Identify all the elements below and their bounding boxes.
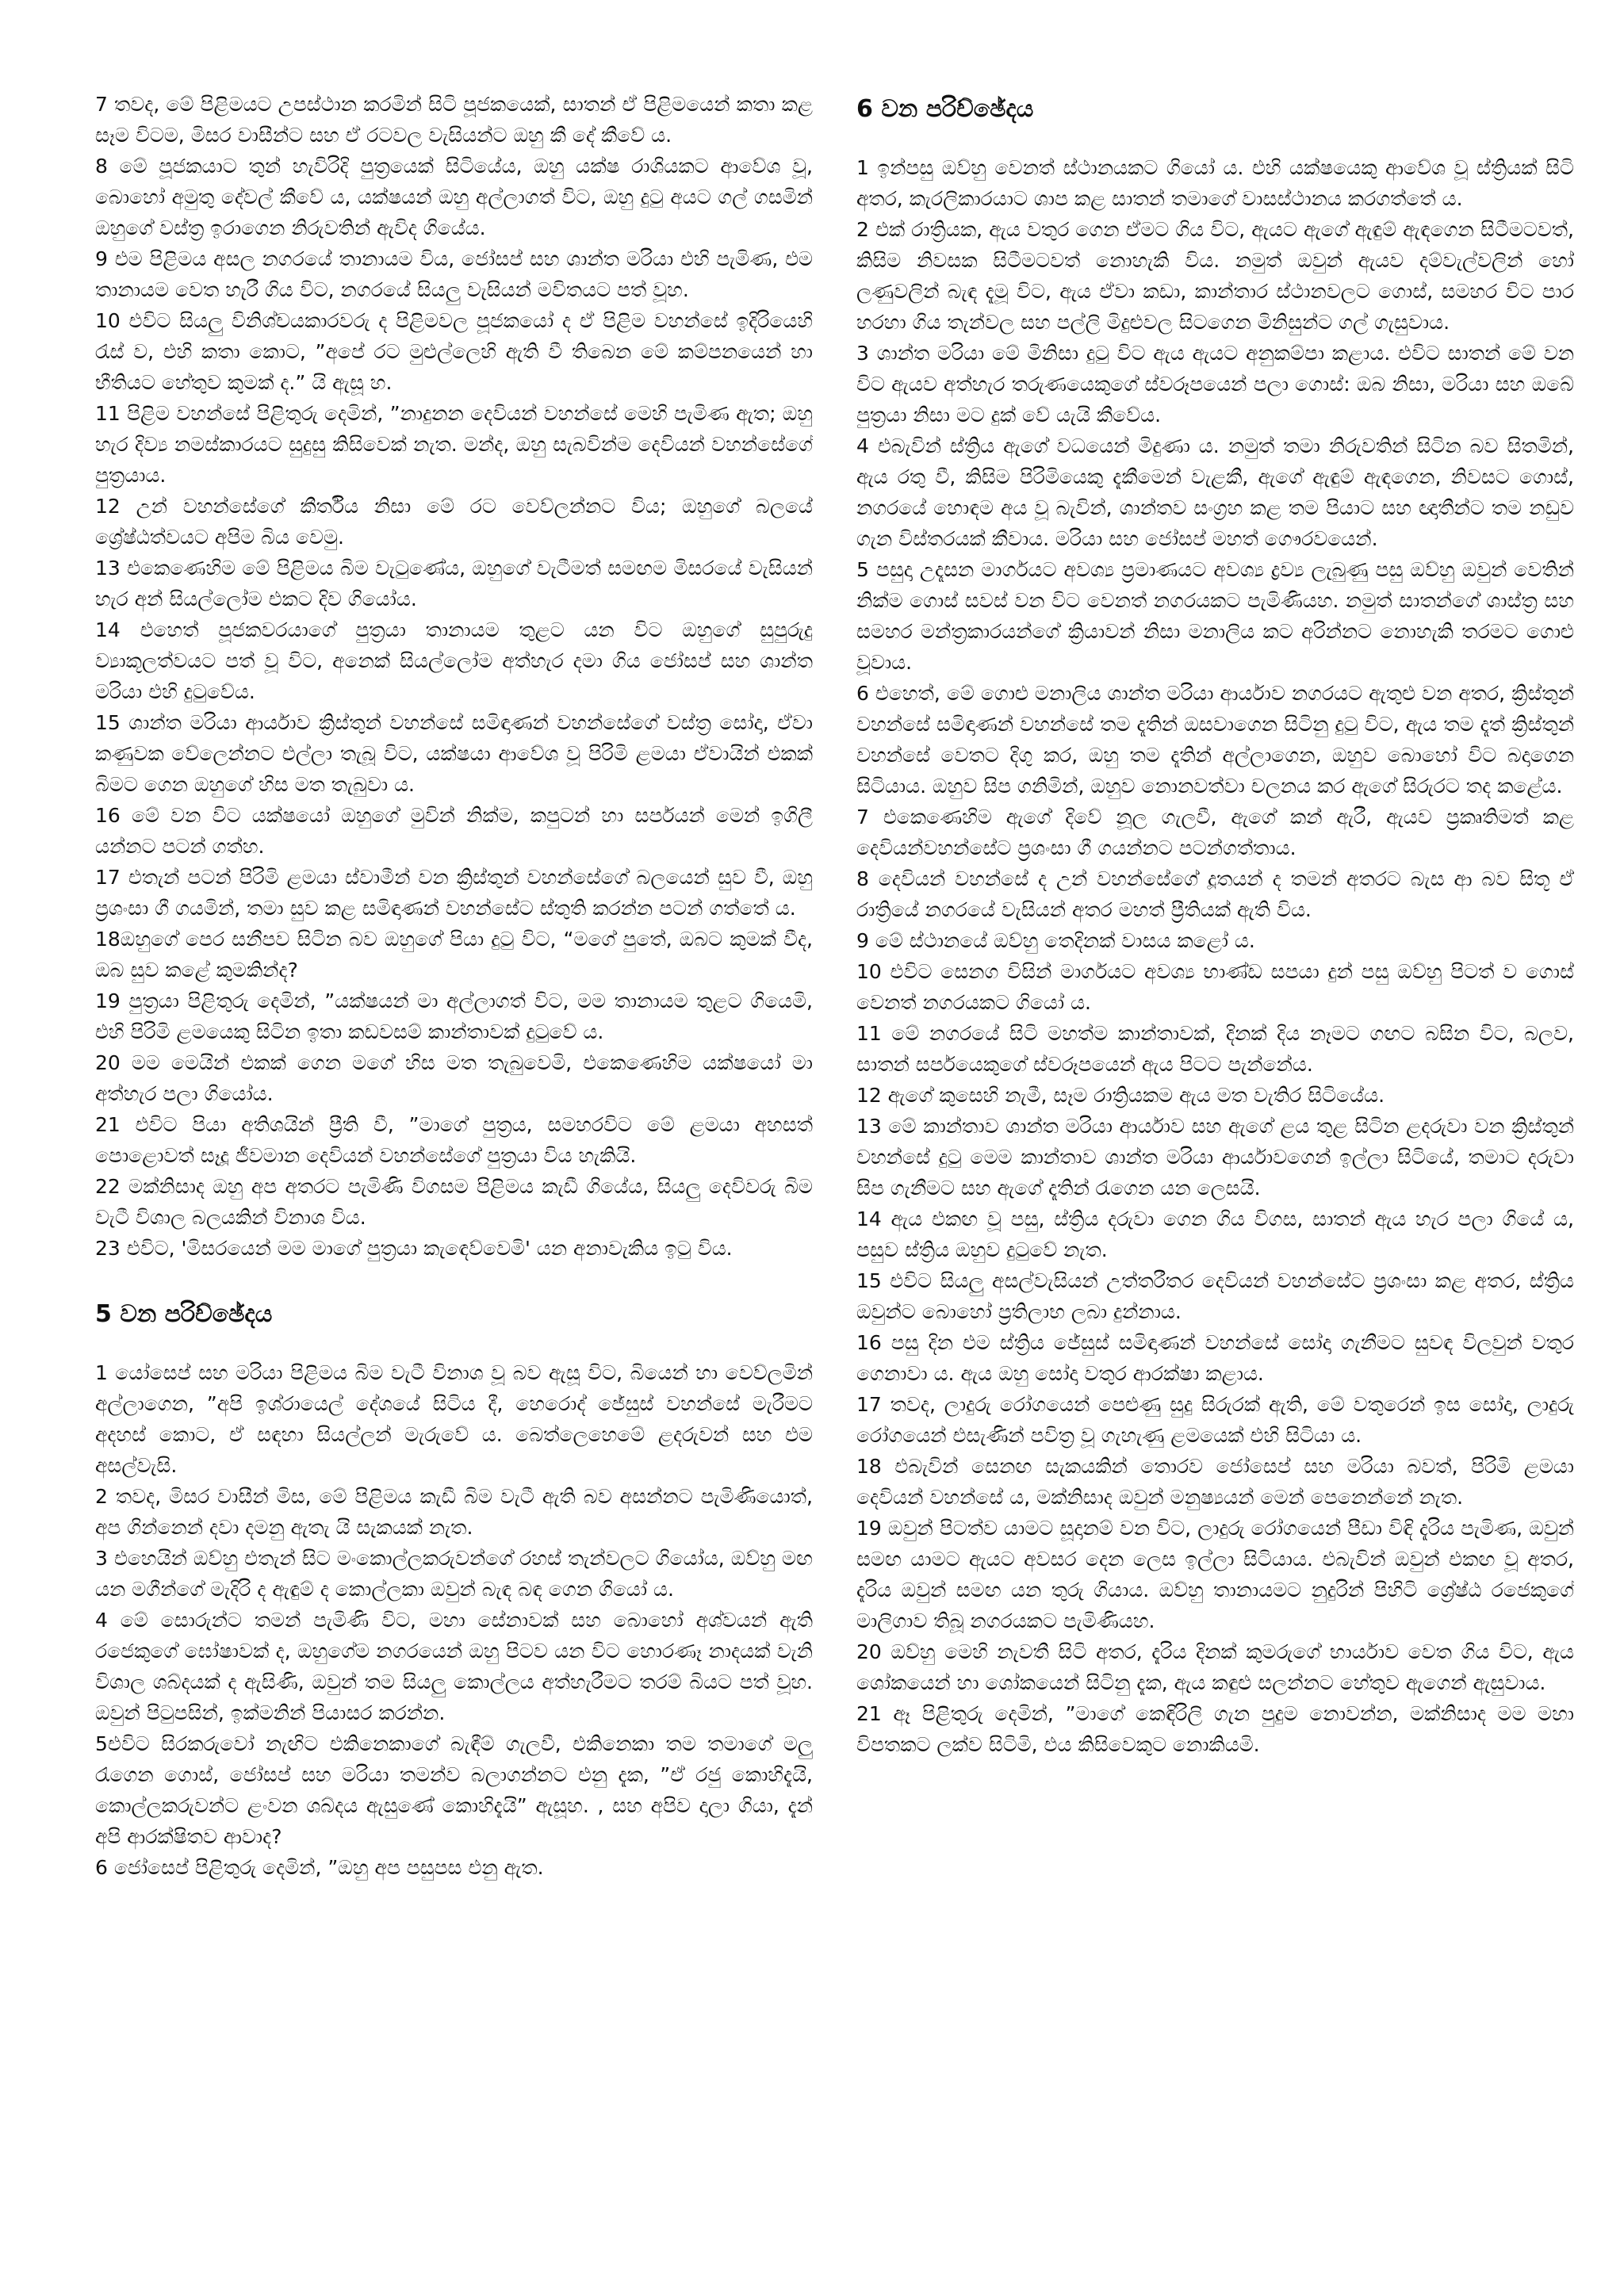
chapter-5-heading: 5 වන පරිච්ඡේදය <box>95 1300 273 1328</box>
verse-paragraph: 7 තවද, මේ පිළිමයට උපස්ථාන කරමින් සිටි පූජකයෙක්, සාතන් ඒ පිළිමයෙන් කතා කළ සෑම විටම, මිසර වාසීන්ට සහ ඒ රටවල වැසියන්ට ඔහු කී දේ කීවේ ය. <box>95 93 813 147</box>
verse-paragraph: 14 එහෙත් පූජකවරයාගේ පුත්‍රයා තානායම තුළට යන විට ඔහුගේ සුපුරුදු ව්‍යාකූලත්වයට පත් වූ විට, අනෙක් සියල්ලෝම අත්හැර දමා ගිය ජෝසප් සහ ශාන්ත මරියා එහි දුටුවේය. <box>95 618 813 703</box>
verse-paragraph: 18 එබැවින් සෙනඟ සැකයකින් තොරව ජෝසෙප් සහ මරියා බවත්, පිරිමි ළමයා දෙවියන් වහන්සේ ය, මක්නිසාද ඔවුන් මනුෂ්‍යයන් මෙන් පෙනෙන්නේ නැත. <box>856 1455 1574 1509</box>
verse-paragraph: 10 එවිට සියලු විනිශ්චයකාරවරු ද පිළිමවල පූජකයෝ ද ඒ පිළිම වහන්සේ ඉදිරියෙහි රැස් ව, එහි කතා කොට, ”අපේ රට මුළුල්ලෙහි ඇති වී තිබෙන මේ කම්පනයෙන් හා භීතියට හේතුව කුමක් ද.” යි ඇසූ හ. <box>95 309 813 394</box>
verse-paragraph: 11 පිළිම වහන්සේ පිළිතුරු දෙමින්, ”නාදුනන දෙවියන් වහන්සේ මෙහි පැමිණ ඇත; ඔහු හැර දිව්‍ය නමස්කාරයට සුදුසු කිසිවෙක් නැත. මන්ද, ඔහු සැබවින්ම දෙවියන් වහන්සේගේ පුත්‍රයාය. <box>95 402 813 487</box>
verse-paragraph: 21 ඈ පිළිතුරු දෙමින්, ”මාගේ කෙඳිරිලි ගැන පුදුම නොවන්න, මක්නිසාද මම මහා විපතකට ලක්ව සිටිමි, එය කිසිවෙකුට නොකියමි. <box>856 1702 1574 1756</box>
verse-paragraph: 10 එවිට සෙනග විසින් මාර්ගයට අවශ්‍ය භාණ්ඩ සපයා දුන් පසු ඔව්හු පිටත් ව ගොස් වෙනත් නගරයකට ගියෝ ය. <box>856 960 1574 1014</box>
chapter-6-heading: 6 වන පරිච්ඡේදය <box>856 95 1034 123</box>
verse-paragraph: 11 මේ නගරයේ සිටි මහත්ම කාන්තාවක්, දිනක් දිය නෑමට ගඟට බසින විට, බලව, සාතන් සර්පයෙකුගේ ස්වරූපයෙන් ඇය පිටට පැන්නේය. <box>856 1022 1574 1076</box>
chapter-6-verses <box>856 152 1574 1760</box>
verse-paragraph: 23 එවිට, 'මිසරයෙන් මම මාගේ පුත්‍රයා කැඳෙව්වෙමි' යන අනාවැකිය ඉටු විය. <box>95 1237 733 1260</box>
verse-paragraph: 16 මේ වන විට යක්ෂයෝ ඔහුගේ මුවින් නික්ම, කපුටන් හා සර්පයන් මෙන් ඉගිලී යන්නට පටන් ගත්හ. <box>95 804 813 858</box>
verse-paragraph: 8 දෙවියන් වහන්සේ ද උන් වහන්සේගේ දූතයන් ද තමන් අතරට බැස ආ බව සිතූ ඒ රාත්‍රියේ නගරයේ වැසියන් අතර මහත් ප්‍රීතියක් ඇති විය. <box>856 867 1574 921</box>
verse-paragraph: 20 මම මෙයින් එකක් ගෙන මගේ හිස මත තැබුවෙමි, එකෙණෙහිම යක්ෂයෝ මා අත්හැර පලා ගියෝය. <box>95 1051 813 1105</box>
verse-paragraph: 17 තවද, ලාදුරු රෝගයෙන් පෙළුණු සුදු සිරුරක් ඇති, මේ වතුරෙන් ඉස සෝදා, ලාදුරු රෝගයෙන් එසැණින් පවිත්‍ර වූ ගැහැණු ළමයෙක් එහි සිටියා ය. <box>856 1393 1574 1447</box>
verse-paragraph: 22 මක්නිසාද ඔහු අප අතරට පැමිණි විගසම පිළිමය කැඩී ගියේය, සියලු දෙවිවරු බිම වැටී විශාල බලයකින් විනාශ විය. <box>95 1175 813 1229</box>
verse-paragraph: 6 ජෝසෙප් පිළිතුරු දෙමින්, ”ඔහු අප පසුපස එනු ඇත. <box>95 1856 544 1879</box>
verse-paragraph: 14 ඇය එකඟ වූ පසු, ස්ත්‍රිය දරුවා ගෙන ගිය විගස, සාතන් ඇය හැර පලා ගියේ ය, පසුව ස්ත්‍රිය ඔහුව දුටුවේ නැත. <box>856 1207 1574 1261</box>
verse-paragraph: 2 තවද, මිසර වාසීන් මිස, මේ පිළිමය කැඩී බිම වැටී ඇති බව අසන්නට පැමිණියොත්, අප ගින්නෙන් දවා දමනු ඇතැ යි සැකයක් නැත. <box>95 1485 813 1539</box>
verse-paragraph: 19 ඔවුන් පිටත්ව යාමට සූදානම් වන විට, ලාදුරු රෝගයෙන් පීඩා විඳි දැරිය පැමිණ, ඔවුන් සමඟ යාමට ඇයට අවසර දෙන ලෙස ඉල්ලා සිටියාය. එබැවින් ඔවුන් එකඟ වූ අතර, දැරිය ඔවුන් සමඟ යන තුරු ගියාය. ඔව්හු තානායමට නුදුරින් පිහිටි ශ්‍රේෂ්ඨ රජෙකුගේ මාලිගාව තිබූ නගරයකට පැමිණියහ. <box>856 1517 1574 1632</box>
verse-paragraph: 16 පසු දින එම ස්ත්‍රිය ජේසුස් සමිඳාණන් වහන්සේ සෝදා ගැනීමට සුවඳ විලවුන් වතුර ගෙනාවා ය. ඇය ඔහු සෝදා වතුර ආරක්ෂා කළාය. <box>856 1331 1574 1385</box>
left-column <box>95 89 813 2261</box>
verse-paragraph: 3 ශාන්ත මරියා මේ මිනිසා දුටු විට ඇය ඇයට අනුකම්පා කළාය. එවිට සාතන් මේ වන විට ඇයව අත්හැර තරුණයෙකුගේ ස්වරූපයෙන් පලා ගොස්: ඔබ නිසා, මරියා සහ ඔබේ පුත්‍රයා නිසා මට දුක් වේ යැයි කීවේය. <box>856 342 1574 427</box>
verse-paragraph: 3 එහෙයින් ඔව්හු එතැන් සිට මංකොල්ලකරුවන්ගේ රහස් තැන්වලට ගියෝය, ඔව්හු මඟ යන මගීන්ගේ මැදිරි ද ඇඳුම් ද කොල්ලකා ඔවුන් බැඳ බඳ ගෙන ගියෝ ය. <box>95 1547 813 1601</box>
verse-paragraph: 15 ශාන්ත මරියා ආර්යාව ක්‍රිස්තුන් වහන්සේ සමිඳාණන් වහන්සේගේ වස්ත්‍ර සෝදා, ඒවා කණුවක වේලෙන්නට එල්ලා තැබූ විට, යක්ෂයා ආවේශ වූ පිරිමි ළමයා ඒවායින් එකක් බිමට ගෙන ඔහුගේ හිස මත තැබුවා ය. <box>95 711 813 796</box>
verse-paragraph: 5එවිට සිරකරුවෝ නැඟිට එකිනෙකාගේ බැඳීම් ගැලවී, එකිනෙකා තම තමාගේ මලු රැගෙන ගොස්, ජෝසප් සහ මරියා තමන්ව බලාගන්නට එනු දැක, ”ඒ රජු කොහිදැයි, කොල්ලකරුවන්ට ළංවන ශබ්දය ඇසුණේ කොහිදැයි” ඇසූහ. , සහ අපිව දාලා ගියා, දැන් අපි ආරක්ෂිතව ආවාද? <box>95 1732 813 1848</box>
verse-paragraph: 19 පුත්‍රයා පිළිතුරු දෙමින්, ”යක්ෂයන් මා අල්ලාගත් විට, මම තානායම තුළට ගියෙමි, එහි පිරිමි ළමයෙකු සිටින ඉතා කඩවසම් කාන්තාවක් දුටුවේ ය. <box>95 989 813 1043</box>
left-verses-top <box>95 89 813 1264</box>
verse-paragraph: 20 ඔව්හු මෙහි නැවතී සිටි අතර, දැරිය දිනක් කුමරුගේ භාර්යාව වෙත ගිය විට, ඇය ශෝකයෙන් හා ශෝකයෙන් සිටිනු දැක, ඇය කඳුළු සලන්නට හේතුව ඇගෙන් ඇසුවාය. <box>856 1640 1574 1694</box>
verse-paragraph: 7 එකෙණෙහිම ඇගේ දිවේ නූල ගැලවී, ඇගේ කන් ඇරී, ඇයව ප්‍රකෘතිමත් කළ දෙවියන්වහන්සේට ප්‍රශංසා ගී ගයන්නට පටන්ගත්තාය. <box>856 806 1574 859</box>
verse-paragraph: 18ඔහුගේ පෙර සනීපව සිටින බව ඔහුගේ පියා දුටු විට, “මගේ පුතේ, ඔබට කුමක් වීද, ඔබ සුව කළේ කුමකින්ද? <box>95 928 813 982</box>
verse-paragraph: 13 එකෙණෙහිම මේ පිළිමය බිම වැටුණේය, ඔහුගේ වැටීමත් සමඟම මිසරයේ වැසියන් හැර අන් සියල්ලෝම එකට දිව ගියෝය. <box>95 557 813 610</box>
chapter-5-verses <box>95 1357 813 1883</box>
verse-paragraph: 17 එතැන් පටන් පිරිමි ළමයා ස්වාමීන් වන ක්‍රිස්තුන් වහන්සේගේ බලයෙන් සුව වී, ඔහු ප්‍රශංසා ගී ගයමින්, තමා සුව කළ සමිඳාණන් වහන්සේට ස්තුති කරන්න පටන් ගත්තේ ය. <box>95 866 813 920</box>
verse-paragraph: 2 එක් රාත්‍රියක, ඇය වතුර ගෙන ඒමට ගිය විට, ඇයට ඇගේ ඇඳුම් ඇඳගෙන සිටීමටවත්, කිසිම නිවසක සිටීමටවත් නොහැකි විය. නමුත් ඔවුන් ඇයව දම්වැල්වලින් හෝ ලණුවලින් බැඳ දැමූ විට, ඇය ඒවා කඩා, කාන්තාර ස්ථානවලට ගොස්, සමහර විට පාර හරහා ගිය තැන්වල සහ පල්ලි මිදුළුවල සිටගෙන මිනිසුන්ට ගල් ගැසුවාය. <box>856 218 1574 334</box>
verse-paragraph: 9 මේ ස්ථානයේ ඔව්හු තෙදිනක් වාසය කළෝ ය. <box>856 929 1255 952</box>
verse-paragraph: 21 එවිට පියා අතිශයින් ප්‍රීති වී, ”මාගේ පුත්‍රය, සමහරවිට මේ ළමයා අහසත් පොළොවත් සෑදූ ජීවමාන දෙවියන් වහන්සේගේ පුත්‍රයා විය හැකියි. <box>95 1113 813 1167</box>
right-column <box>856 89 1574 2261</box>
verse-paragraph: 13 මේ කාන්තාව ශාන්ත මරියා ආර්යාව සහ ඇගේ ළය තුළ සිටින ළදරුවා වන ක්‍රිස්තුන් වහන්සේ දුටු මෙම කාන්තාව ශාන්ත මරියා ආර්යාවගෙන් ඉල්ලා සිටියේ, තමාට දරුවා සිප ගැනීමට සහ ඇගේ දෑතින් රැගෙන යන ලෙසයි. <box>856 1115 1574 1200</box>
verse-paragraph: 8 මේ පූජකයාට තුන් හැවිරිදි පුත්‍රයෙක් සිටියේය, ඔහු යක්ෂ රාශියකට ආවේශ වූ, බොහෝ අමුතු දේවල් කීවේ ය, යක්ෂයන් ඔහු අල්ලාගත් විට, ඔහු දුටු අයට ගල් ගසමින් ඔහුගේ වස්ත්‍ර ඉරාගෙන නිරුවතින් ඇවිද ගියේය. <box>95 155 813 239</box>
verse-paragraph: 12 උන් වහන්සේගේ කීර්තිය නිසා මේ රට වෙව්ලන්නට විය; ඔහුගේ බලයේ ශ්‍රේෂ්ඨත්වයට අපිම බිය වෙමු. <box>95 495 813 549</box>
verse-paragraph: 9 එම පිළිමය අසල නගරයේ තානායම විය, ජෝසප් සහ ශාන්ත මරියා එහි පැමිණ, එම තානායම වෙත හැරී ගිය විට, නගරයේ සියලු වැසියන් මවිතයට පත් වූහ. <box>95 247 813 301</box>
verse-paragraph: 1 යෝසෙප් සහ මරියා පිළිමය බිම වැටී විනාශ වූ බව ඇසූ විට, බියෙන් හා වෙව්ලමින් අල්ලාගෙන, ”අපි ඉශ්රායෙල් දේශයේ සිටිය දී, හෙරොද් ජේසුස් වහන්සේ මැරීමට අදහස් කොට, ඒ සඳහා සියල්ලන් මැරුවේ ය. බෙත්ලෙහෙමේ ළදරුවන් සහ එම අසල්වැසි. <box>95 1361 813 1477</box>
verse-paragraph: 12 ඇගේ කුසෙහි නැමී, සෑම රාත්‍රියකම ඇය මත වැතිර සිටියේය. <box>856 1084 1385 1107</box>
verse-paragraph: 6 එහෙත්, මේ ගොළු මනාලිය ශාන්ත මරියා ආර්යාව නගරයට ඇතුළු වන අතර, ක්‍රිස්තුන් වහන්සේ සමිඳාණන් වහන්සේ තම දෑතින් ඔසවාගෙන සිටිනු දුටු විට, ඇය තම දෑත් ක්‍රිස්තුන් වහන්සේ වෙතට දිගු කර, ඔහු තම දෑතින් අල්ලාගෙන, ඔහුව බොහෝ විට බදාගෙන සිටියාය. ඔහුව සිප ගනිමින්, ඔහුව නොනවත්වා චලනය කර ඇගේ සිරුරට තද කළේය. <box>856 682 1574 798</box>
verse-paragraph: 1 ඉන්පසු ඔව්හු වෙනත් ස්ථානයකට ගියෝ ය. එහි යක්ෂයෙකු ආවේශ වූ ස්ත්‍රියක් සිටි අතර, කැරලිකාරයාට ශාප කළ සාතන් තමාගේ වාසස්ථානය කරගත්තේ ය. <box>856 156 1574 210</box>
verse-paragraph: 4 එබැවින් ස්ත්‍රිය ඇගේ වධයෙන් මිදුණා ය. නමුත් තමා නිරුවතින් සිටින බව සිතමින්, ඇය රතු වී, කිසිම පිරිමියෙකු දැකීමෙන් වැළකී, ඇගේ ඇඳුම් ඇඳගෙන, නිවසට ගොස්, නගරයේ හොඳම අය වූ බැවින්, ශාන්තව සංග්‍රහ කළ තම පියාට සහ ඥාතීන්ට තම නඩුව ගැන විස්තරයක් කීවාය. මරියා සහ ජෝසප් මහත් ගෞරවයෙන්. <box>856 434 1574 550</box>
verse-paragraph: 5 පසුදා උදෑසන මාර්ගයට අවශ්‍ය ප්‍රමාණයට අවශ්‍ය ද්‍රව්‍ය ලැබුණු පසු ඔව්හු ඔවුන් වෙතින් නික්ම ගොස් සවස් වන විට වෙනත් නගරයකට පැමිණියහ. නමුත් සාතන්ගේ ශාස්ත්‍ර සහ සමහර මන්ත්‍රකාරයන්ගේ ක්‍රියාවන් නිසා මනාලිය කට අරින්නට නොහැකි තරමට ගොළු වූවාය. <box>856 558 1574 674</box>
verse-paragraph: 4 මේ සොරුන්ට තමන් පැමිණි විට, මහා සේනාවක් සහ බොහෝ අශ්වයන් ඇති රජෙකුගේ ඝෝෂාවක් ද, ඔහුගේම නගරයෙන් ඔහු පිටව යන විට හොරණෑ නාදයක් වැනි විශාල ශබ්දයක් ද ඇසිණි, ඔවුන් තම සියලු කොල්ලය අත්හැරීමට තරම් බියට පත් වූහ. ඔවුන් පිටුපසින්, ඉක්මනින් පියාසර කරන්න. <box>95 1609 813 1724</box>
verse-paragraph: 15 එවිට සියලු අසල්වැසියන් උත්තරීතර දෙවියන් වහන්සේට ප්‍රශංසා කළ අතර, ස්ත්‍රිය ඔවුන්ට බොහෝ ප්‍රතිලාභ ලබා දුන්නාය. <box>856 1269 1574 1323</box>
